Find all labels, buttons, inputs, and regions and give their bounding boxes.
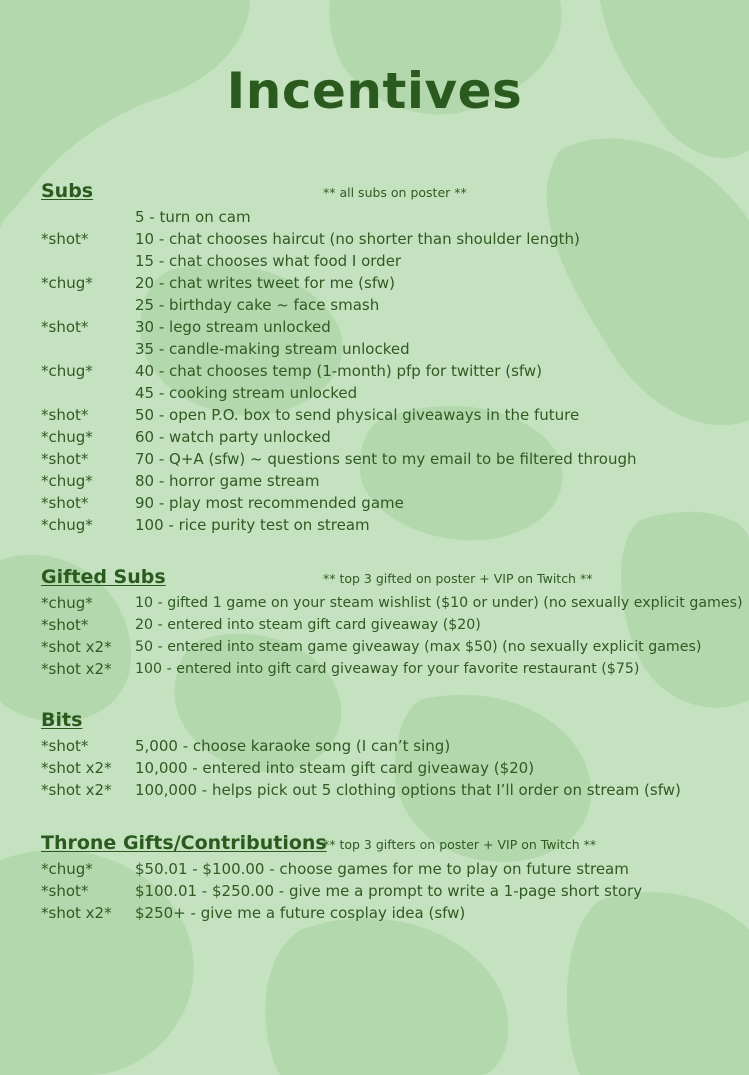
incentive-text: 50 - open P.O. box to send physical giveaways in the future [135, 406, 580, 424]
bits-section [41, 709, 731, 801]
section-note: ** all subs on poster ** [323, 185, 467, 200]
incentive-row [41, 470, 731, 492]
incentive-list [41, 206, 731, 536]
incentive-list [41, 592, 743, 680]
incentive-text: 80 - horror game stream [135, 472, 320, 490]
section-header [41, 832, 731, 858]
incentive-row [41, 404, 731, 426]
incentive-text: 10,000 - entered into steam gift card giveaway ($20) [135, 759, 535, 777]
incentive-row [41, 902, 731, 924]
incentive-row [41, 492, 731, 514]
section-note: ** top 3 gifted on poster + VIP on Twitch ** [323, 571, 593, 586]
drink-tag: *shot x2* [41, 759, 112, 777]
section-title: Throne Gifts/Contributions [41, 832, 327, 854]
incentive-row [41, 779, 731, 801]
drink-tag: *shot* [41, 450, 89, 468]
incentive-row [41, 338, 731, 360]
incentive-row [41, 250, 731, 272]
drink-tag: *shot x2* [41, 904, 112, 922]
section-note: ** top 3 gifters on poster + VIP on Twitch ** [323, 837, 597, 852]
drink-tag: *shot* [41, 494, 89, 512]
drink-tag: *shot* [41, 230, 89, 248]
section-title: Gifted Subs [41, 566, 166, 588]
incentive-text: 15 - chat chooses what food I order [135, 252, 402, 270]
incentive-row [41, 592, 743, 614]
incentive-row [41, 880, 731, 902]
drink-tag: *chug* [41, 428, 93, 446]
incentive-text: 5 - turn on cam [135, 208, 251, 226]
incentive-text: 60 - watch party unlocked [135, 428, 331, 446]
section-header [41, 180, 731, 206]
section-title: Bits [41, 709, 83, 731]
drink-tag: *shot x2* [41, 638, 112, 656]
incentive-text: 30 - lego stream unlocked [135, 318, 331, 336]
incentive-text: 70 - Q+A (sfw) ~ questions sent to my email to be filtered through [135, 450, 637, 468]
incentive-text: 90 - play most recommended game [135, 494, 404, 512]
incentive-text: 25 - birthday cake ~ face smash [135, 296, 380, 314]
incentive-text: 40 - chat chooses temp (1-month) pfp for twitter (sfw) [135, 362, 543, 380]
gifted-subs-section [41, 566, 743, 680]
drink-tag: *chug* [41, 516, 93, 534]
section-title: Subs [41, 180, 94, 202]
incentive-row [41, 360, 731, 382]
drink-tag: *shot* [41, 882, 89, 900]
incentive-list [41, 735, 731, 801]
section-header [41, 709, 731, 735]
incentive-row [41, 735, 731, 757]
incentive-row [41, 514, 731, 536]
incentive-text: $250+ - give me a future cosplay idea (sfw) [135, 904, 466, 922]
incentive-row [41, 658, 731, 680]
incentive-row [41, 614, 731, 636]
incentive-text: 20 - chat writes tweet for me (sfw) [135, 274, 395, 292]
drink-tag: *shot* [41, 318, 89, 336]
incentive-row [41, 228, 731, 250]
incentive-text: 45 - cooking stream unlocked [135, 384, 358, 402]
drink-tag: *shot* [41, 737, 89, 755]
drink-tag: *chug* [41, 594, 93, 612]
incentive-list [41, 858, 731, 924]
section-header [41, 566, 731, 592]
incentive-text: 100 - rice purity test on stream [135, 516, 370, 534]
subs-section [41, 180, 731, 536]
incentive-row [41, 316, 731, 338]
incentive-text: 100,000 - helps pick out 5 clothing options that I’ll order on stream (sfw) [135, 781, 681, 799]
incentive-row [41, 636, 731, 658]
drink-tag: *chug* [41, 472, 93, 490]
drink-tag: *chug* [41, 362, 93, 380]
incentive-text: 100 - entered into gift card giveaway for your favorite restaurant ($75) [135, 661, 640, 677]
incentive-row [41, 272, 731, 294]
drink-tag: *chug* [41, 274, 93, 292]
incentive-row [41, 448, 731, 470]
incentive-row [41, 382, 731, 404]
incentive-text: $100.01 - $250.00 - give me a prompt to write a 1-page short story [135, 882, 643, 900]
incentive-text: $50.01 - $100.00 - choose games for me to play on future stream [135, 860, 629, 878]
incentive-row [41, 426, 731, 448]
incentive-text: 20 - entered into steam gift card giveaway ($20) [135, 617, 481, 633]
drink-tag: *shot x2* [41, 660, 112, 678]
incentive-row [41, 858, 731, 880]
incentive-row [41, 206, 731, 228]
incentive-text: 35 - candle-making stream unlocked [135, 340, 410, 358]
throne-section [41, 832, 731, 924]
incentive-text: 10 - chat chooses haircut (no shorter than shoulder length) [135, 230, 580, 248]
drink-tag: *shot* [41, 406, 89, 424]
incentive-text: 50 - entered into steam game giveaway (max $50) (no sexually explicit games) [135, 639, 702, 655]
drink-tag: *shot* [41, 616, 89, 634]
incentive-row [41, 757, 731, 779]
page-title: Incentives [226, 62, 523, 120]
incentive-row [41, 294, 731, 316]
incentive-text: 10 - gifted 1 game on your steam wishlist ($10 or under) (no sexually explicit games) [135, 595, 743, 611]
drink-tag: *chug* [41, 860, 93, 878]
incentive-text: 5,000 - choose karaoke song (I can’t sing) [135, 737, 451, 755]
drink-tag: *shot x2* [41, 781, 112, 799]
